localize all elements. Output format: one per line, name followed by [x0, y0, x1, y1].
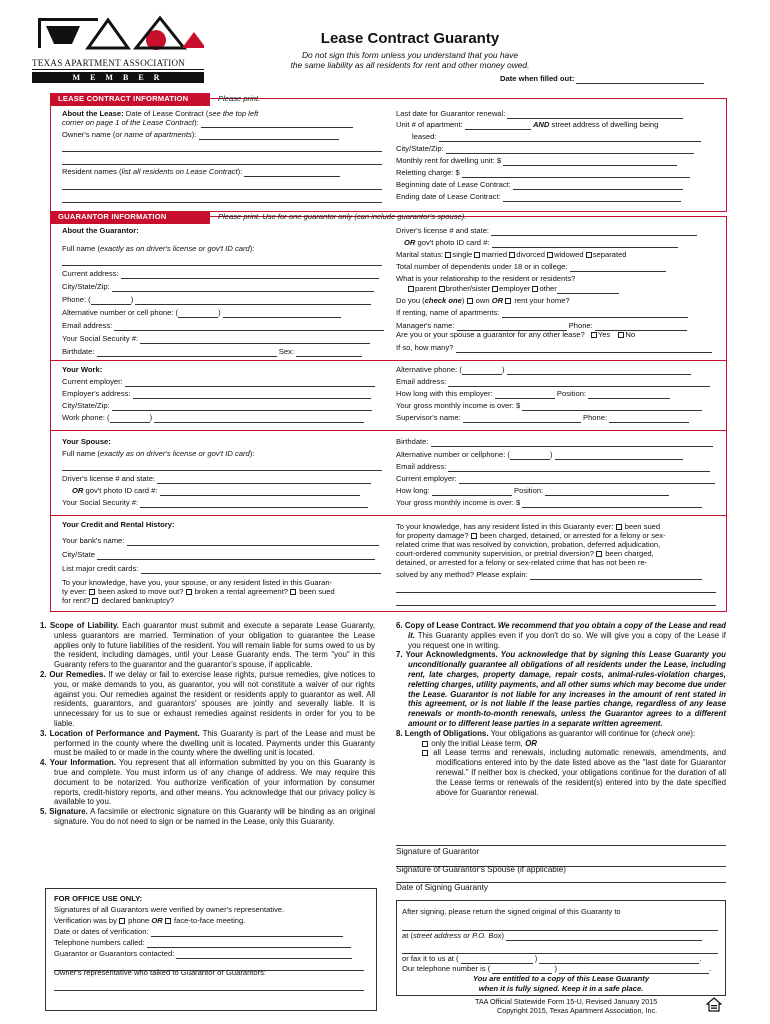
term-number: 2. [40, 669, 47, 679]
term-6-heading: Copy of Lease Contract. [404, 621, 496, 630]
unit-label: Unit # of apartment: [396, 120, 463, 129]
bank-city-input[interactable] [97, 552, 375, 560]
yes-checkbox[interactable] [591, 332, 597, 338]
s-ssn-input[interactable] [140, 500, 368, 508]
leased-label: leased: [412, 132, 437, 141]
term-7-heading: Your Acknowledgments. [405, 650, 498, 660]
term-2 [40, 670, 375, 729]
broken-agreement-checkbox[interactable] [186, 589, 192, 595]
last-date-label: Last date for Guarantor renewal: [396, 109, 506, 118]
rent-checkbox[interactable] [505, 298, 511, 304]
all-terms-label: all Lease terms and renewals, including automatic renewals, amendments, and modifications entered into by the date listed above as the "last date for Guarantor renewal." If neither box is checked, your obligations continue for the duration of all the Lease terms or renewals of the resident(s) entered into by the date specified above for Guarantor renewal. [433, 748, 726, 797]
s-income-label: Your gross monthly income is over: $ [396, 498, 521, 507]
other-label: other [539, 284, 557, 293]
yes-label: Yes [597, 330, 611, 339]
w-email-input[interactable] [448, 379, 710, 387]
credit-heading: Your Credit and Rental History: [62, 520, 175, 529]
term-text: Each guarantor must submit and execute a separate Lease Guaranty, unless guarantors are married. Termination of your obligation to guarantee the Lease applies only to future liabilities of the resident. You will remain liable for sums owed to us by the resident, including damages, until your Lease Guaranty ends. The term "you" in this Guaranty refers to the guarantor and the guarantor's spouse, if applicable. [54, 621, 376, 670]
s-position-input[interactable] [545, 488, 669, 496]
street-label: street address of dwelling being [551, 120, 659, 129]
lease-info-heading: LEASE CONTRACT INFORMATION [50, 93, 210, 106]
felony-charged-checkbox[interactable] [471, 533, 477, 539]
g-govid-input[interactable] [492, 240, 678, 248]
manager-phone-label: Phone: [568, 321, 593, 330]
w-income-input[interactable] [522, 403, 702, 411]
w-email-label: Email address: [396, 377, 447, 386]
office-tel-label: Telephone numbers called: [54, 938, 145, 947]
cq-ever: ty ever: [62, 587, 87, 596]
w-position-input[interactable] [588, 391, 670, 399]
about-lease-label: About the Lease: [62, 109, 124, 118]
signing-date-label: Date of Signing Guaranty [396, 883, 488, 892]
rent-label: Monthly rent for dwelling unit: $ [396, 156, 502, 165]
rq-line5: detained, or arrested for a felony or sex-related crime that has not been re- [396, 558, 648, 567]
owner-label: Owner's name ( [62, 130, 116, 139]
own-label: own [475, 296, 490, 305]
g-city-input[interactable] [112, 284, 374, 292]
s-fullname-input[interactable] [62, 463, 382, 471]
s-employer-input[interactable] [459, 476, 715, 484]
office-dates-label: Date or dates of verification: [54, 927, 149, 936]
about-lease-italic: see the top left [208, 109, 259, 118]
term-8-heading: Length of Obligations. [404, 728, 489, 738]
g-alt-phone-input[interactable] [223, 310, 341, 318]
term-heading: Our Remedies. [49, 669, 106, 679]
rq-line2: for property damage? [396, 531, 469, 540]
g-sex-label: Sex: [278, 347, 294, 356]
g-alt-phone-label: Alternative number or cell phone: ( [62, 308, 179, 317]
other-input[interactable] [557, 286, 619, 294]
s-income-input[interactable] [522, 500, 702, 508]
lease-date-input[interactable] [201, 120, 353, 128]
office-rep-label: Owner's representative who talked to Guarantor or Guarantors: [54, 968, 267, 977]
spouse-heading: Your Spouse: [62, 437, 111, 446]
rent-input[interactable] [503, 158, 677, 166]
g-fullname-label: Full name ( [62, 244, 100, 253]
manager-label: Manager's name: [396, 321, 455, 330]
s-fullname-italic: exactly as on driver's license or gov't ID card [99, 449, 250, 458]
begin-date-label: Beginning date of Lease Contract: [396, 180, 511, 189]
s-fullname-tail: ): [249, 449, 255, 458]
w-employer-label: Current employer: [62, 377, 123, 386]
widowed-checkbox[interactable] [547, 252, 553, 258]
g-phone-label: Phone: ( [62, 295, 91, 304]
terms-left [40, 621, 375, 827]
relation-label: What is your relationship to the resident or residents? [396, 274, 576, 283]
terms-right: 6. Copy of Lease Contract. We recommend that you obtain a copy of the Lease and read it. This Guaranty applies even if you don't do so. We will give you a copy of the Lease if you request one in writing. 7. Your Acknowledgments. You acknowledge that by signing this Lease Guaranty you unconditionally guarantee all obligations of all residents under the Lease, including rent, late charges, property damage, repair costs, animal-rules-violation charges, reletting charges, utility payments, and all other sums which may become due under the Lease. Guarantor is not liable for any increases in the amount of rent stated in this agreement, or is not liable if the lease parties change, regardless of any lease renewals or month-to-month renewals, unless the Guarantor agrees to a different amount or to different lease parties in a separate written agreement. 8. Length of Obligations. Your obligations as guarantor will continue for (check one): only the initial Lease term, OR all Lease terms and renewals, including automatic renewals, amendments, and modifications entered into by the date listed above as the "last date for Guarantor renewal." If neither box is checked, your obligations continue for the duration of all the Lease terms or renewals of the resident(s) entered into by the date specified above for Guarantor renewal. [396, 621, 726, 797]
initial-term-or: OR [525, 738, 537, 748]
w-emp-addr-input[interactable] [133, 391, 371, 399]
term-7-text: You acknowledge that by signing this Lease Guaranty you unconditionally guarantee all obligations of all residents under the Lease, including rent, late charges, property damage, repair costs, animal-rules-violation charges, reletting charges, utility payments, and all other sums which may become due under the Lease. Guarantor is not liable for any increases in the amount of rent stated in this agreement, or is not liable if the lease parties change, regardless of any lease renewals or month-to-month renewals, unless the Guarantor agrees to a different amount or to different lease parties in a separate written agreement. [408, 650, 726, 728]
s-fullname-label: Full name ( [62, 449, 100, 458]
last-date-input[interactable] [507, 111, 683, 119]
term-number: 1. [40, 621, 47, 630]
residents-label-italic: list all residents on Lease Contract [121, 167, 238, 176]
separated-label: separated [592, 250, 627, 259]
s-birth-input[interactable] [431, 439, 713, 447]
warning-line-1: Do not sign this form unless you understand that you have [301, 50, 519, 60]
office-contacted-input[interactable] [176, 951, 352, 959]
term-3 [40, 729, 375, 758]
initial-term-checkbox[interactable] [422, 741, 428, 747]
married-checkbox[interactable] [474, 252, 480, 258]
how-many-label: If so, how many? [396, 343, 454, 352]
w-city-label: City/State/Zip: [62, 401, 110, 410]
ftf-verify-label: face-to-face meeting. [174, 916, 246, 925]
w-phone-label: Work phone: ( [62, 413, 110, 422]
taa-logo-mark [32, 14, 204, 54]
no-checkbox[interactable] [618, 332, 624, 338]
cards-input[interactable] [141, 566, 381, 574]
spouse-q-label: Are you or your spouse a guarantor for any other lease? [396, 330, 585, 339]
footer-copyright: Copyright 2015, Texas Apartment Association, Inc. [497, 1006, 658, 1015]
w-how-long-label: How long with this employer: [396, 389, 493, 398]
owner-input-line3[interactable] [62, 157, 382, 165]
term-text: If we delay or fail to exercise lease rights, pursue remedies, give notices to you, or make demands to you, as guarantor, you will not constitute a waiver of our rights against you. Our remedies against the resident or residents apply to guarantor as well. All residents, guarantors, and guarantors' spouses are jointly and severally liable. It is unnecessary for us to sue or exhaust remedies against residents in order for you to be liable. [54, 669, 375, 728]
sued-rent-label: been sued [299, 587, 335, 596]
bankruptcy-label: declared bankruptcy? [101, 596, 175, 605]
owner-input[interactable] [199, 132, 339, 140]
office-rep-input[interactable] [54, 983, 364, 991]
all-terms-checkbox[interactable] [422, 750, 428, 756]
return-tel-input[interactable] [559, 966, 709, 974]
return-address-line2[interactable] [402, 946, 718, 954]
begin-date-input[interactable] [513, 182, 683, 190]
signature-spouse-label: Signature of Guarantor's Spouse (if applicable) [396, 865, 566, 874]
s-or-label: OR [72, 486, 84, 495]
rq-line2b: been charged, detained, or arrested for a felony or sex- [479, 531, 666, 540]
separated-checkbox[interactable] [586, 252, 592, 258]
term-6-italic: We recommend that you obtain a copy of the Lease and read it. [408, 621, 726, 640]
residents-input-line3[interactable] [62, 195, 382, 203]
g-dl-label: Driver's license # and state: [396, 226, 490, 235]
g-fullname-input[interactable] [62, 258, 382, 266]
return-line1: After signing, please return the signed original of this Guaranty to [402, 907, 621, 916]
bank-input[interactable] [127, 538, 379, 546]
entitled-line1: You are entitled to a copy of this Lease Guaranty [472, 974, 650, 983]
guarantor-hint: Please print. Use for one guarantor only (can include guarantor's spouse). [218, 212, 467, 221]
signature-guarantor-label: Signature of Guarantor [396, 847, 480, 856]
term-text: You represent that all information submitted by you on this Guaranty is true and complete. You must inform us of any change of address. We may require this document to be notarized. You authorize verification of your information by consumer reports, credit-history reports, and other means. You acknowledge that our privacy policy is available to you. [54, 758, 375, 807]
how-many-input[interactable] [456, 345, 712, 353]
bank-city-label: City/State [62, 550, 95, 559]
s-alt-label: Alternative number or cellphone: ( [396, 450, 510, 459]
rq-line6: solved by any method? Please explain: [396, 570, 528, 579]
own-or: OR [491, 296, 504, 305]
s-dl-label: Driver's license # and state: [62, 474, 156, 483]
renting-input[interactable] [502, 310, 688, 318]
s-email-label: Email address: [396, 462, 447, 471]
g-city-label: City/State/Zip: [62, 282, 110, 291]
s-govid-input[interactable] [160, 488, 360, 496]
end-date-label: Ending date of Lease Contract: [396, 192, 501, 201]
sibling-label: brother/sister [445, 284, 490, 293]
w-phone-input[interactable] [154, 415, 364, 423]
bank-label: Your bank's name: [62, 536, 125, 545]
own-q-label: Do you ( [396, 296, 425, 305]
return-fax-label: or fax it to us at ( [402, 954, 459, 963]
office-verification-label: Verification was by [54, 916, 117, 925]
w-supervisor-phone-input[interactable] [609, 415, 689, 423]
term-4 [40, 758, 375, 807]
g-ssn-label: Your Social Security #: [62, 334, 139, 343]
g-email-input[interactable] [114, 323, 384, 331]
w-income-label: Your gross monthly income is over: $ [396, 401, 521, 410]
term-6-text: This Guaranty applies even if you don't do so. We will give you a copy of the Lease if you request one in writing. [408, 630, 726, 650]
return-address-input[interactable] [506, 933, 702, 941]
about-lease-tail: ): [194, 118, 199, 127]
term-heading: Scope of Liability. [49, 621, 119, 630]
explain-input-line2[interactable] [396, 585, 716, 593]
entitled-line2: when it is fully signed. Keep it in a safe place. [478, 984, 644, 993]
initial-term-label: only the initial Lease term, [431, 738, 523, 748]
phone-verify-label: phone [128, 916, 150, 925]
g-email-label: Email address: [62, 321, 113, 330]
cq-for-rent: for rent? [62, 596, 91, 605]
return-fax-input[interactable] [539, 956, 699, 964]
office-tel-input[interactable] [147, 940, 351, 948]
w-alt-phone-area[interactable] [462, 367, 502, 375]
own-check-one: check one [424, 296, 462, 305]
no-label: No [625, 330, 636, 339]
marital-status-group [396, 251, 627, 260]
divorced-checkbox[interactable] [509, 252, 515, 258]
s-position-label: Position: [514, 486, 544, 495]
street-input[interactable] [439, 134, 701, 142]
s-employer-label: Current employer: [396, 474, 457, 483]
marital-label: Marital status: [396, 250, 444, 259]
unit-and: AND [532, 120, 550, 129]
renting-label: If renting, name of apartments: [396, 308, 500, 317]
signature-guarantor-line[interactable] [396, 845, 726, 846]
term-8-italic: check one [654, 728, 691, 738]
g-alt-phone-area[interactable] [178, 310, 218, 318]
parent-checkbox[interactable] [408, 286, 414, 292]
end-date-input[interactable] [503, 194, 681, 202]
phone-verify-checkbox[interactable] [119, 918, 125, 924]
office-or: OR [151, 916, 163, 925]
asked-move-label: been asked to move out? [98, 587, 184, 596]
about-lease-text: Date of Lease Contract ( [125, 109, 209, 118]
owner-label-tail: ): [191, 130, 197, 139]
s-how-long-input[interactable] [432, 488, 512, 496]
g-dl-input[interactable] [491, 228, 697, 236]
residents-label: Resident names ( [62, 167, 122, 176]
date-filled-field[interactable] [500, 75, 704, 84]
date-filled-label: Date when filled out: [500, 74, 575, 83]
g-birth-label: Birthdate: [62, 347, 95, 356]
bankruptcy-checkbox[interactable] [92, 598, 98, 604]
own-checkbox[interactable] [467, 298, 473, 304]
lease-city-input[interactable] [446, 146, 694, 154]
felony-unresolved-checkbox[interactable] [596, 551, 602, 557]
g-phone-area[interactable] [91, 297, 131, 305]
owner-input-line2[interactable] [62, 144, 382, 152]
residents-input-line2[interactable] [62, 182, 382, 190]
single-label: single [452, 250, 473, 259]
return-at-tail: ) [501, 931, 505, 940]
widowed-label: widowed [554, 250, 584, 259]
logo-member: M E M B E R [32, 72, 204, 83]
w-supervisor-input[interactable] [463, 415, 581, 423]
s-alt-input[interactable] [555, 452, 683, 460]
office-line1: Signatures of all Guarantors were verified by owner's representative. [54, 905, 285, 914]
office-contacted-label: Guarantor or Guarantors contacted: [54, 949, 175, 958]
return-name-input[interactable] [402, 923, 718, 931]
w-supervisor-phone-label: Phone: [583, 413, 608, 422]
term-heading: Your Information. [49, 758, 116, 768]
ftf-verify-checkbox[interactable] [165, 918, 171, 924]
reletting-label: Reletting charge: $ [396, 168, 460, 177]
explain-input-line3[interactable] [396, 598, 716, 606]
term-number: 5. [40, 807, 47, 817]
g-govid-label: gov't photo ID card #: [417, 238, 490, 247]
w-employer-input[interactable] [125, 379, 375, 387]
dependents-input[interactable] [570, 264, 666, 272]
rq-line1: To your knowledge, has any resident listed in this Guaranty ever: [396, 522, 614, 531]
w-position-label: Position: [556, 389, 587, 398]
term-1 [40, 621, 375, 670]
guarantor-heading: GUARANTOR INFORMATION [50, 211, 210, 224]
g-fullname-italic: exactly as on driver's license or gov't ID card [99, 244, 250, 253]
equal-housing-icon [706, 997, 722, 1013]
term-8-text: Your obligations as guarantor will continue for ( [488, 728, 655, 738]
term-number: 3. [40, 728, 47, 738]
cards-label: List major credit cards: [62, 564, 139, 573]
w-how-long-input[interactable] [495, 391, 555, 399]
term-heading: Location of Performance and Payment. [49, 728, 200, 738]
s-ssn-label: Your Social Security #: [62, 498, 139, 507]
s-alt-area[interactable] [510, 452, 550, 460]
g-ssn-input[interactable] [140, 336, 370, 344]
residents-label-tail: ): [237, 167, 243, 176]
w-alt-phone-input[interactable] [507, 367, 691, 375]
about-guarantor-label: About the Guarantor: [62, 226, 139, 235]
w-emp-addr-label: Employer's address: [62, 389, 131, 398]
s-email-input[interactable] [448, 464, 710, 472]
s-dl-input[interactable] [157, 476, 371, 484]
work-heading: Your Work: [62, 365, 103, 374]
g-fullname-tail: ): [249, 244, 255, 253]
married-label: married [481, 250, 508, 259]
rq-line4: court-ordered community supervision, or pretrial diversion? [396, 549, 594, 558]
office-dates-input[interactable] [151, 929, 343, 937]
g-address-label: Current address: [62, 269, 119, 278]
credit-question-line1: To your knowledge, have you, your spouse, or any resident listed in this Guaran- [62, 578, 333, 587]
g-birth-input[interactable] [97, 349, 277, 357]
owner-label-italic: or name of apartments [115, 130, 192, 139]
parent-label: parent [415, 284, 437, 293]
return-at-italic: street address or P.O. Box [412, 931, 502, 940]
broken-agreement-label: broken a rental agreement? [194, 587, 288, 596]
lease-city-label: City/State/Zip: [396, 144, 444, 153]
page-title: Lease Contract Guaranty [320, 30, 500, 47]
office-heading: FOR OFFICE USE ONLY: [54, 894, 143, 903]
sued-property-checkbox[interactable] [616, 524, 622, 530]
w-phone-area[interactable] [110, 415, 150, 423]
w-city-input[interactable] [112, 403, 372, 411]
return-tel-label: Our telephone number is ( [402, 964, 491, 973]
term-text: A facsimile or electronic signature on this Guaranty will be binding as an original signature. You do not need to sign or be named in the Lease, only this Guaranty. [54, 807, 375, 826]
dependents-label: Total number of dependents under 18 or in college: [396, 262, 568, 271]
employer-checkbox[interactable] [492, 286, 498, 292]
s-birth-label: Birthdate: [396, 437, 429, 446]
return-at-label: at ( [402, 931, 413, 940]
g-sex-input[interactable] [296, 349, 362, 357]
s-govid-label: gov't photo ID card #: [85, 486, 158, 495]
divorced-label: divorced [516, 250, 545, 259]
g-phone-input[interactable] [135, 297, 371, 305]
footer-form-id: TAA Official Statewide Form 15-U, Revised January 2015 [475, 997, 658, 1006]
return-fax-area[interactable] [461, 956, 533, 964]
term-heading: Signature. [49, 807, 88, 817]
unit-input[interactable] [465, 122, 531, 130]
rq-line1b: been sued [624, 522, 661, 531]
rq-line3: related crime that was resolved by conviction, probation, deferred adjudication, [396, 540, 661, 549]
employer-label: employer [499, 284, 531, 293]
w-supervisor-label: Supervisor's name: [396, 413, 461, 422]
single-checkbox[interactable] [445, 252, 451, 258]
rq-line4b: been charged, [605, 549, 654, 558]
reletting-input[interactable] [462, 170, 690, 178]
term-8-tail: ): [690, 728, 696, 738]
rent-home-label: rent your home? [514, 296, 570, 305]
term-text: This Guaranty is part of the Lease and must be performed in the county where the dwelling unit is located. Payments under this Guaranty must be mailed to or made in the county where the dwelling unit is located. [54, 728, 375, 758]
term-number: 4. [40, 758, 47, 768]
g-or-label: OR [404, 238, 416, 247]
g-address-input[interactable] [121, 271, 379, 279]
taa-logo [32, 14, 204, 83]
sibling-checkbox[interactable] [439, 286, 445, 292]
s-how-long-label: How long: [396, 486, 430, 495]
explain-input[interactable] [530, 572, 702, 580]
warning-line-2: the same liability as all residents for rent and other money owed. [290, 60, 530, 70]
asked-move-checkbox[interactable] [89, 589, 95, 595]
lease-info-hint: Please print. [218, 94, 261, 103]
own-q-tail: ) [461, 296, 465, 305]
w-alt-phone-label: Alternative phone: ( [396, 365, 462, 374]
residents-input[interactable] [244, 169, 340, 177]
term-5 [40, 807, 375, 827]
logo-org: TEXAS APARTMENT ASSOCIATION [32, 58, 204, 70]
other-checkbox[interactable] [532, 286, 538, 292]
return-tel-area[interactable] [492, 966, 552, 974]
sued-rent-checkbox[interactable] [290, 589, 296, 595]
about-lease-line2: corner on page 1 of the Lease Contract [62, 118, 195, 127]
